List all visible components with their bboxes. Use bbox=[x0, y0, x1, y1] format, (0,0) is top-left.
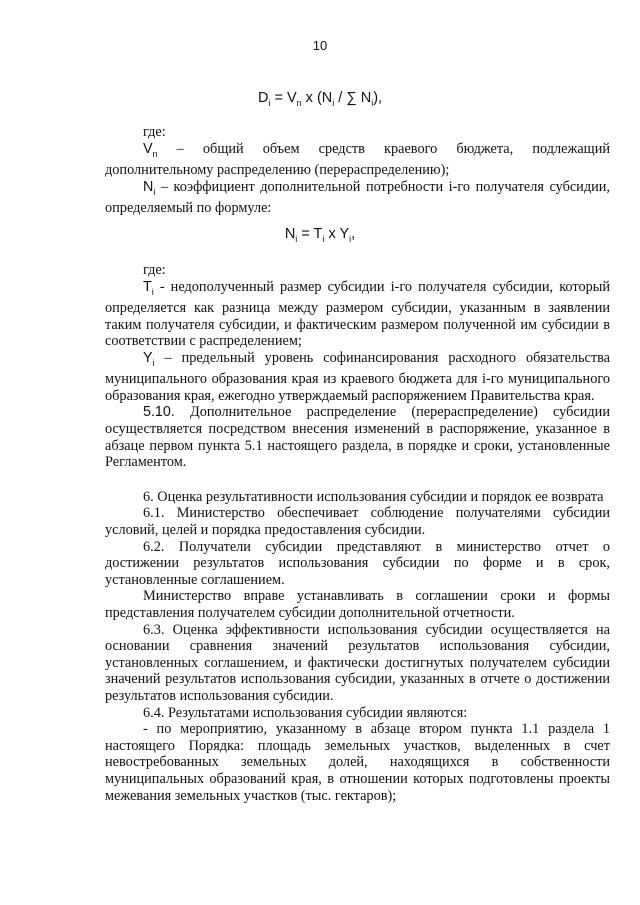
definition-ti: $T_i$ - недополученный размер субсидии i-го получателя субсидии, который определяется как разница между размером субсидии, указанным в заявлении таким получателя субсидии, и фактическим размером полученной им субсидии в соответствии с распределением; bbox=[105, 278, 610, 350]
definition-yi: $Y_i$ – предельный уровень софинансирования расходного обязательства муниципального образования края из краевого бюджета для i-го муниципального образования края, ежегодно утверждаемый распоряжением Правительства края. bbox=[105, 349, 610, 404]
definition-vn: $V_n$ – общий объем средств краевого бюджета, подлежащий дополнительному распределению (перераспределению); bbox=[105, 140, 610, 179]
formula-di: $D_i = V_n$ x ($N_i$ / ∑ $N_i$), bbox=[257, 90, 383, 108]
paragraph-6-2b: Министерство вправе устанавливать в соглашении сроки и формы представления получателем субсидии дополнительной отчетности. bbox=[105, 588, 610, 621]
paragraph-6-2: 6.2. Получатели субсидии представляют в министерство отчет о достижении результатов использования субсидии по форме и в срок, установленные соглашением. bbox=[105, 538, 610, 588]
block-definitions-1 bbox=[105, 124, 610, 217]
section-6-title: 6. Оценка результативности использования субсидии и порядок ее возврата bbox=[143, 488, 604, 505]
where-label-1: где: bbox=[143, 124, 166, 140]
paragraph-6-3: 6.3. Оценка эффективности использования субсидии осуществляется на основании сравнения значений результатов использования субсидии, установленных соглашением, и фактически достигнутых получателем субсидии значений результатов использования субсидии, указанных в отчете о достижении результатов использования субсидии. bbox=[105, 621, 610, 704]
where-label-2: где: bbox=[143, 262, 166, 278]
block-definitions-2 bbox=[105, 262, 610, 804]
page-number: 10 bbox=[312, 38, 328, 53]
paragraph-6-4: 6.4. Результатами использования субсидии являются: bbox=[143, 704, 468, 721]
formula-ni: $N_i = T_i$ x $Y_i$, bbox=[284, 226, 356, 244]
paragraph-6-4a: - по мероприятию, указанному в абзаце втором пункта 1.1 раздела 1 настоящего Порядка: площадь земельных участков, выделенных в счет невостребованных земельных долей, находящихся в собственности муниципальных образований края, в отношении которых подготовлены проекты межевания земельных участков (тыс. гектаров); bbox=[105, 721, 610, 804]
paragraph-5-10: 5.10. Дополнительное распределение (перераспределение) субсидии осуществляется посредством внесения изменений в распоряжение, указанное в абзаце первом пункта 5.1 настоящего раздела, в порядке и сроки, установленные Регламентом. bbox=[105, 404, 610, 471]
paragraph-6-1: 6.1. Министерство обеспечивает соблюдение получателями субсидии условий, целей и порядка предоставления субсидии. bbox=[105, 505, 610, 539]
definition-ni: $N_i$ – коэффициент дополнительной потребности i-го получателя субсидии, определяемый по формуле: bbox=[105, 178, 610, 217]
